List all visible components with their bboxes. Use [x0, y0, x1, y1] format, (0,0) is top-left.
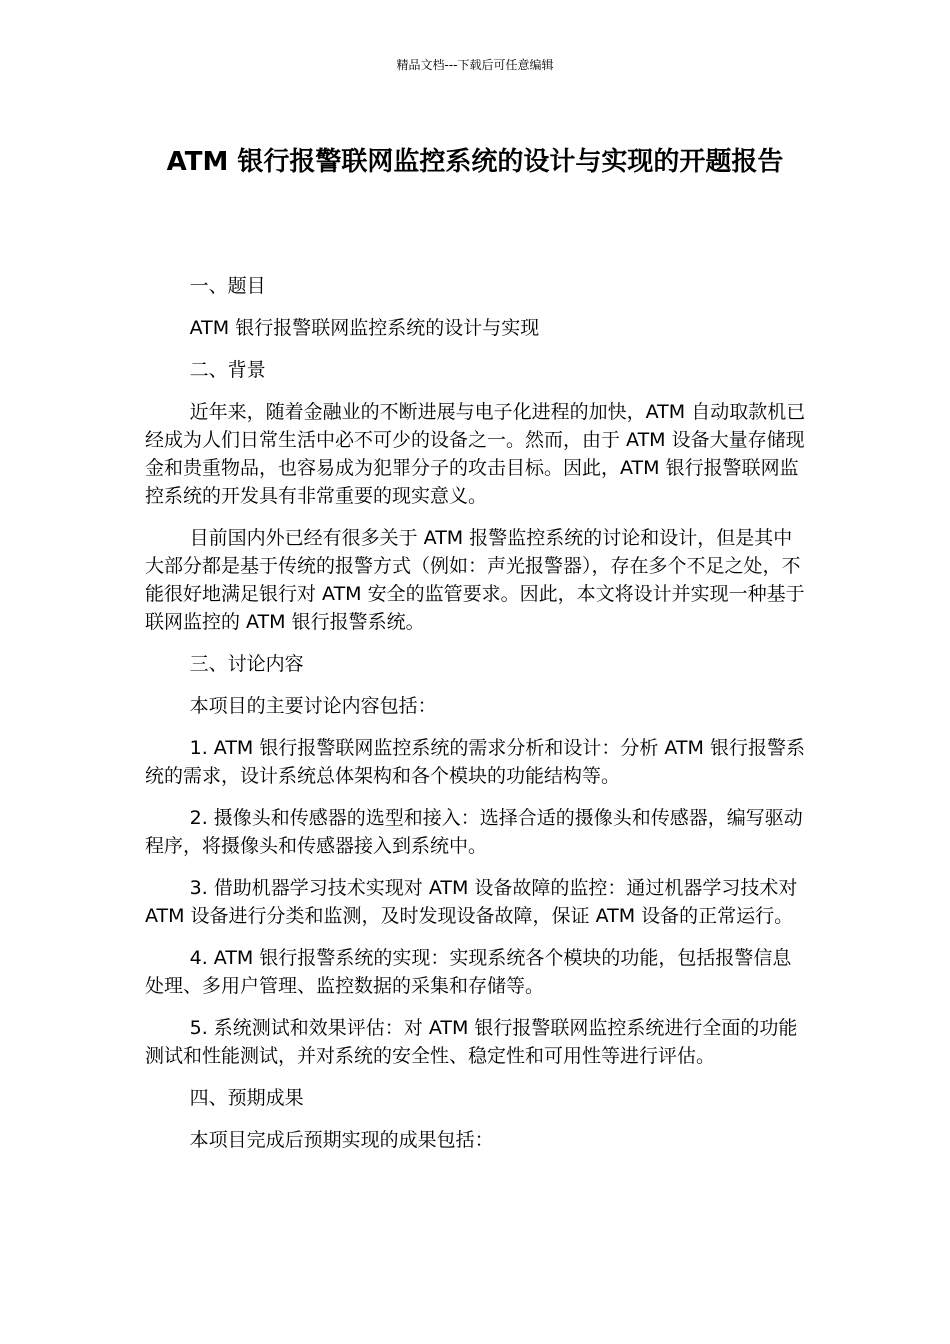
- section-heading-background: 二、背景: [189, 359, 266, 381]
- outcomes-intro: 本项目完成后预期实现的成果包括：: [189, 1129, 494, 1151]
- background-paragraph-2: 目前国内外已经有很多关于 ATM 报警监控系统的讨论和设计，但是其中大部分都是基于传统的报警方式（例如：声光报警器），存在多个不足之处，不能很好地满足银行对 ATM 安全的监管要求。因此，本文将设计并实现一种基于联网监控的 ATM 银行报警系统。: [145, 527, 805, 633]
- research-intro: 本项目的主要讨论内容包括：: [189, 695, 437, 717]
- research-item-5: 5. 系统测试和效果评估：对 ATM 银行报警联网监控系统进行全面的功能测试和性能测试，并对系统的安全性、稳定性和可用性等进行评估。: [145, 1017, 798, 1067]
- header-note: 精品文档---下载后可任意编辑: [396, 58, 554, 72]
- background-paragraph-1: 近年来，随着金融业的不断进展与电子化进程的加快，ATM 自动取款机已经成为人们日常生活中必不可少的设备之一。然而，由于 ATM 设备大量存储现金和贵重物品，也容易成为犯罪分子的攻击目标。因此，ATM 银行报警联网监控系统的开发具有非常重要的现实意义。: [145, 401, 806, 507]
- research-item-3: 3. 借助机器学习技术实现对 ATM 设备故障的监控：通过机器学习技术对 ATM 设备进行分类和监测，及时发现设备故障，保证 ATM 设备的正常运行。: [145, 877, 798, 927]
- document-body: [145, 272, 807, 1168]
- section-heading-outcomes: 四、预期成果: [189, 1087, 304, 1109]
- research-item-4: 4. ATM 银行报警系统的实现：实现系统各个模块的功能，包括报警信息处理、多用户管理、监控数据的采集和存储等。: [145, 947, 792, 997]
- topic-text: ATM 银行报警联网监控系统的设计与实现: [189, 317, 540, 339]
- section-heading-research: 三、讨论内容: [189, 653, 304, 675]
- section-heading-topic: 一、题目: [189, 275, 266, 297]
- document-title: ATM 银行报警联网监控系统的设计与实现的开题报告: [166, 147, 784, 177]
- research-item-2: 2. 摄像头和传感器的选型和接入：选择合适的摄像头和传感器，编写驱动程序，将摄像头和传感器接入到系统中。: [145, 807, 803, 857]
- research-item-1: 1. ATM 银行报警联网监控系统的需求分析和设计：分析 ATM 银行报警系统的需求，设计系统总体架构和各个模块的功能结构等。: [145, 737, 805, 787]
